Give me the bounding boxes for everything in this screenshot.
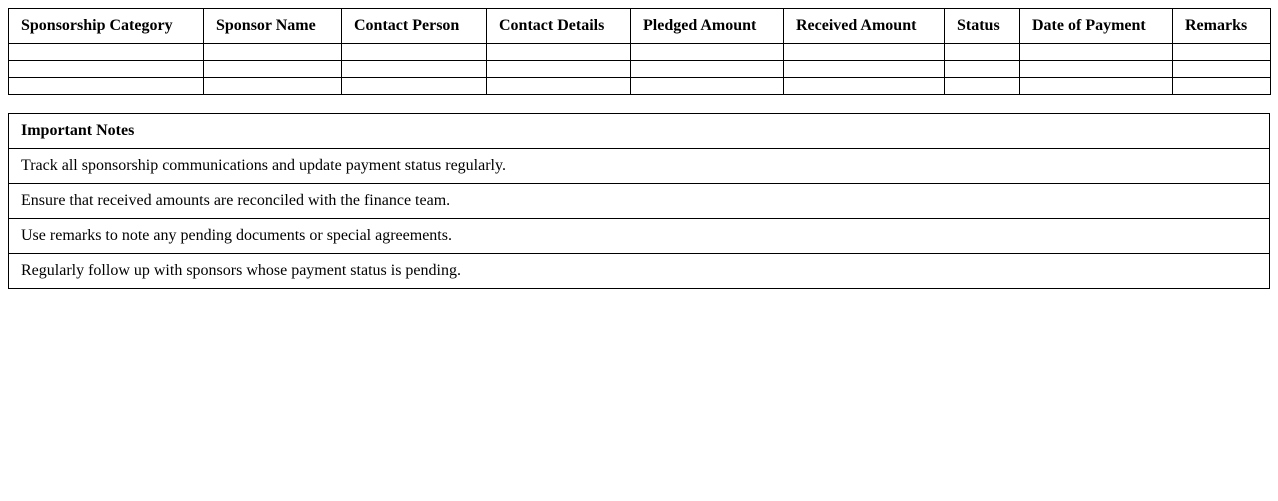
table-cell[interactable] <box>784 44 945 61</box>
table-cell[interactable] <box>1173 61 1271 78</box>
note-item: Ensure that received amounts are reconciled with the finance team. <box>9 184 1270 219</box>
table-row <box>9 44 1271 61</box>
note-item: Use remarks to note any pending documents or special agreements. <box>9 219 1270 254</box>
table-cell[interactable] <box>204 44 342 61</box>
sponsorship-table <box>8 8 1271 95</box>
column-header-date-of-payment: Date of Payment <box>1020 9 1173 44</box>
table-cell[interactable] <box>1020 61 1173 78</box>
column-header-status: Status <box>945 9 1020 44</box>
note-item: Regularly follow up with sponsors whose payment status is pending. <box>9 254 1270 289</box>
table-cell[interactable] <box>487 61 631 78</box>
table-cell[interactable] <box>487 78 631 95</box>
notes-header-row <box>9 114 1270 149</box>
table-cell[interactable] <box>631 61 784 78</box>
table-cell[interactable] <box>9 61 204 78</box>
table-cell[interactable] <box>9 78 204 95</box>
table-cell[interactable] <box>945 44 1020 61</box>
table-cell[interactable] <box>204 61 342 78</box>
table-cell[interactable] <box>1173 44 1271 61</box>
table-cell[interactable] <box>342 44 487 61</box>
table-cell[interactable] <box>631 44 784 61</box>
table-cell[interactable] <box>487 44 631 61</box>
table-cell[interactable] <box>1173 78 1271 95</box>
note-row <box>9 149 1270 184</box>
table-cell[interactable] <box>1020 44 1173 61</box>
table-row <box>9 61 1271 78</box>
table-cell[interactable] <box>342 61 487 78</box>
table-cell[interactable] <box>204 78 342 95</box>
column-header-received-amount: Received Amount <box>784 9 945 44</box>
table-cell[interactable] <box>9 44 204 61</box>
note-row <box>9 219 1270 254</box>
table-cell[interactable] <box>945 61 1020 78</box>
table-cell[interactable] <box>784 61 945 78</box>
column-header-sponsorship-category: Sponsorship Category <box>9 9 204 44</box>
note-row <box>9 184 1270 219</box>
notes-title: Important Notes <box>9 114 1270 149</box>
table-cell[interactable] <box>945 78 1020 95</box>
important-notes-table <box>8 113 1270 289</box>
table-cell[interactable] <box>784 78 945 95</box>
note-row <box>9 254 1270 289</box>
column-header-sponsor-name: Sponsor Name <box>204 9 342 44</box>
table-cell[interactable] <box>342 78 487 95</box>
column-header-contact-details: Contact Details <box>487 9 631 44</box>
table-cell[interactable] <box>1020 78 1173 95</box>
column-header-contact-person: Contact Person <box>342 9 487 44</box>
table-row <box>9 78 1271 95</box>
column-header-pledged-amount: Pledged Amount <box>631 9 784 44</box>
table-cell[interactable] <box>631 78 784 95</box>
column-header-remarks: Remarks <box>1173 9 1271 44</box>
header-row <box>9 9 1271 44</box>
page <box>8 8 1270 289</box>
note-item: Track all sponsorship communications and update payment status regularly. <box>9 149 1270 184</box>
